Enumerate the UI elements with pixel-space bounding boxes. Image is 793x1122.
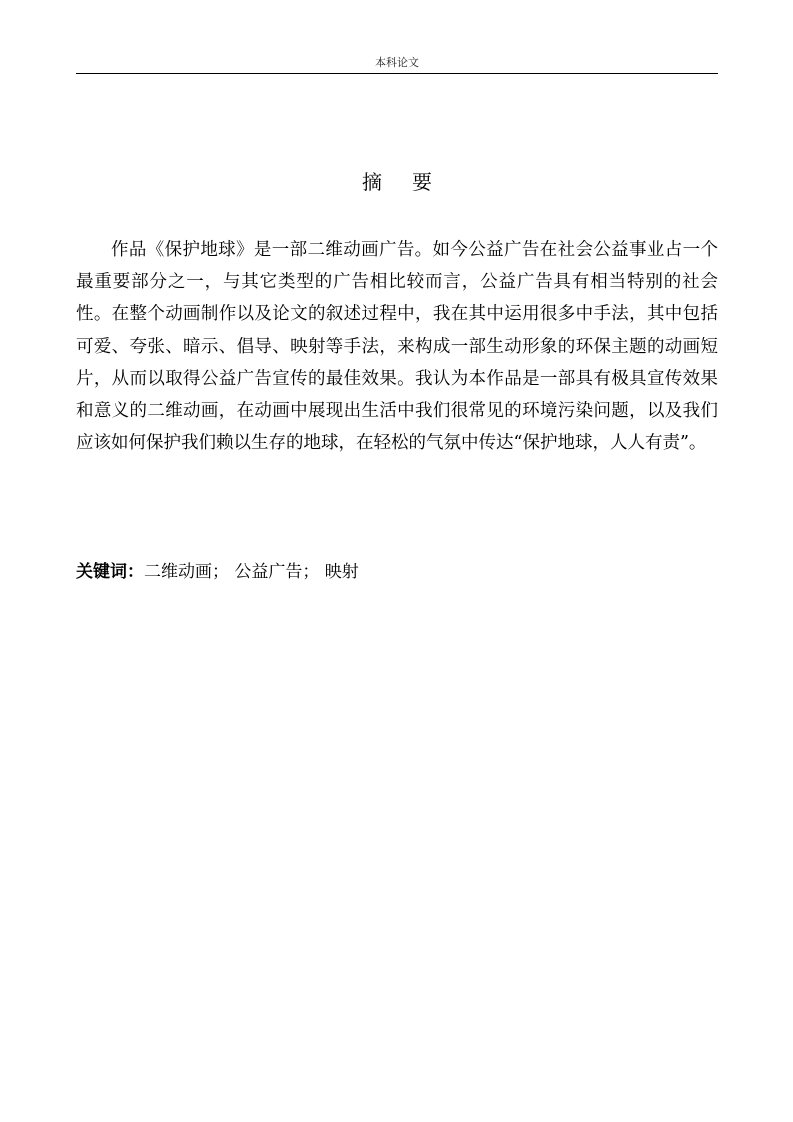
header-rule [76, 73, 718, 74]
abstract-body: 作品《保护地球》是一部二维动画广告。如今公益广告在社会公益事业占一个最重要部分之一，与其它类型的广告相比较而言，公益广告具有相当特别的社会性。在整个动画制作以及论文的叙述过程中，我在其中运用很多中手法，其中包括可爱、夸张、暗示、倡导、映射等手法，来构成一部生动形象的环保主题的动画短片，从而以取得公益广告宣传的最佳效果。我认为本作品是一部具有极具宣传效果和意义的二维动画，在动画中展现出生活中我们很常见的环境污染问题，以及我们应该如何保护我们赖以生存的地球，在轻松的气氛中传达“保护地球，人人有责”。 [76, 240, 718, 454]
abstract-title: 摘要 [362, 170, 462, 194]
keywords-line [76, 558, 718, 586]
running-header: 本科论文 [375, 56, 419, 69]
keywords-list: 二维动画； 公益广告； 映射 [144, 562, 359, 582]
keywords-label: 关键词： [76, 562, 144, 582]
